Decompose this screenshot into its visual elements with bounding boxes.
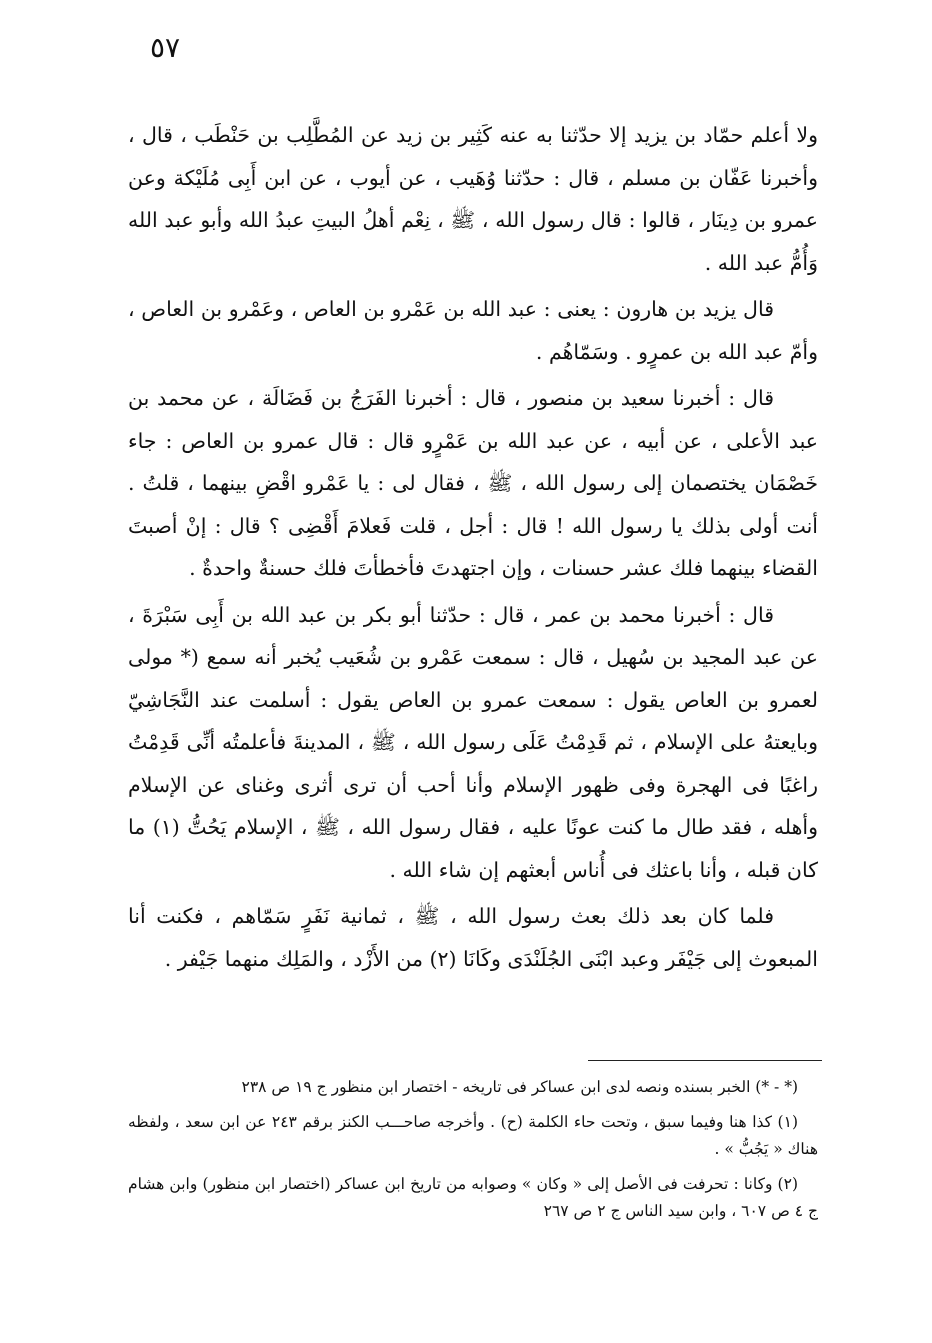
paragraph-4: قال : أخبرنا محمد بن عمر ، قال : حدّثنا أبو بكر بن عبد الله بن أَبِى سَبْرَةَ ، عن عبد المجيد بن سُهيل ، قال : سمعت عَمْرو بن شُعَيب يُخبر أنه سمع (* مولى لعمرو بن العاص يقول : سمعت عمرو بن العاص يقول : أسلمت عند النَّجَاشِيّ وبايعتهُ على الإسلام ، ثم قَدِمْتُ عَلَى رسول الله ، ﷺ ، المدينةَ فأعلمتُه أنِّى قَدِمْتُ راغبًا فى الهجرة وفى ظهور الإسلام وأنا أحب أن ترى أثرى وغناى عن الإسلام وأهله ، فقد طال ما كنت عونًا عليه ، فقال رسول الله ، ﷺ ، الإسلام يَحُتُّ (١) ما كان قبله ، وأنا باعثك فى أُناس أبعثهم إن شاء الله . [128, 602, 818, 882]
footnote-separator [588, 1060, 822, 1061]
paragraph-2: قال يزيد بن هارون : يعنى : عبد الله بن عَمْرو بن العاص ، وعَمْرو بن العاص ، وأمّ عبد الله بن عمرٍو . وسَمّاهُم . [128, 297, 818, 364]
paragraph-5: فلما كان بعد ذلك بعث رسول الله ، ﷺ ، ثمانية نَفَرٍ سَمّاهم ، فكنت أنا المبعوث إلى جَيْفَر وعبد ابْنَى الجُلَنْدَى وكَانَا (٢) من الأَزْد ، والمَلِك منهما جَيْفر . [128, 904, 818, 971]
footnote-1: (* - *) الخبر بسنده ونصه لدى ابن عساكر فى تاريخه - اختصار ابن منظور ج ١٩ ص ٢٣٨ [241, 1078, 798, 1096]
footnote-3: (٢) وكانا : تحرفت فى الأصل إلى « وكان » وصوابه من تاريخ ابن عساكر (اختصار ابن منظور) وابن هشام ج ٤ ص ٦٠٧ ، وابن سيد الناس ج ٢ ص ٢٦٧ [128, 1175, 818, 1220]
footnote-2: (١) كذا هنا وفيما سبق ، وتحت حاء الكلمة (ح) . وأخرجه صاحـــب الكنز برقم ٢٤٣ عن ابن سعد ، ولفظه هناك « يَجُبُّ » . [128, 1113, 818, 1158]
paragraph-3: قال : أخبرنا سعيد بن منصور ، قال : أخبرنا الفَرَجُ بن فَضَالَة ، عن محمد بن عبد الأعلى ، عن أبيه ، عن عبد الله بن عَمْرٍو قال : قال عمرو بن العاص : جاء خَصْمَان يختصمان إلى رسول الله ، ﷺ ، فقال لى : يا عَمْرو اقْضِ بينهما ، قلتُ . أنت أولى بذلك يا رسول الله ! قال : أجل ، قلت فَعلامَ أَقْضِى ؟ قال : إنْ أصبتَ القضاء بينهما فلك عشر حسنات ، وإن اجتهدتَ فأخطأتَ فلك حسنةٌ واحدةٌ . [128, 386, 818, 580]
paragraph-1: ولا أعلم حمّاد بن يزيد إلا حدّثنا به عنه كَثِير بن زيد عن المُطَّلِب بن حَنْطَب ، قال ، وأخبرنا عَفّان بن مسلم ، قال : حدّثنا وُهَيب ، عن أيوب ، عن ابن أَبِى مُلَيْكة وعن عمرو بن دِينَار ، قالوا : قال رسول الله ، ﷺ ، نِعْم أهلُ البيتِ عبدُ الله وأبو عبد الله وَأُمُّ عبد الله . [128, 123, 818, 275]
footnotes [128, 1074, 818, 1233]
main-text [128, 114, 818, 984]
page-number: ٥٧ [150, 31, 181, 64]
